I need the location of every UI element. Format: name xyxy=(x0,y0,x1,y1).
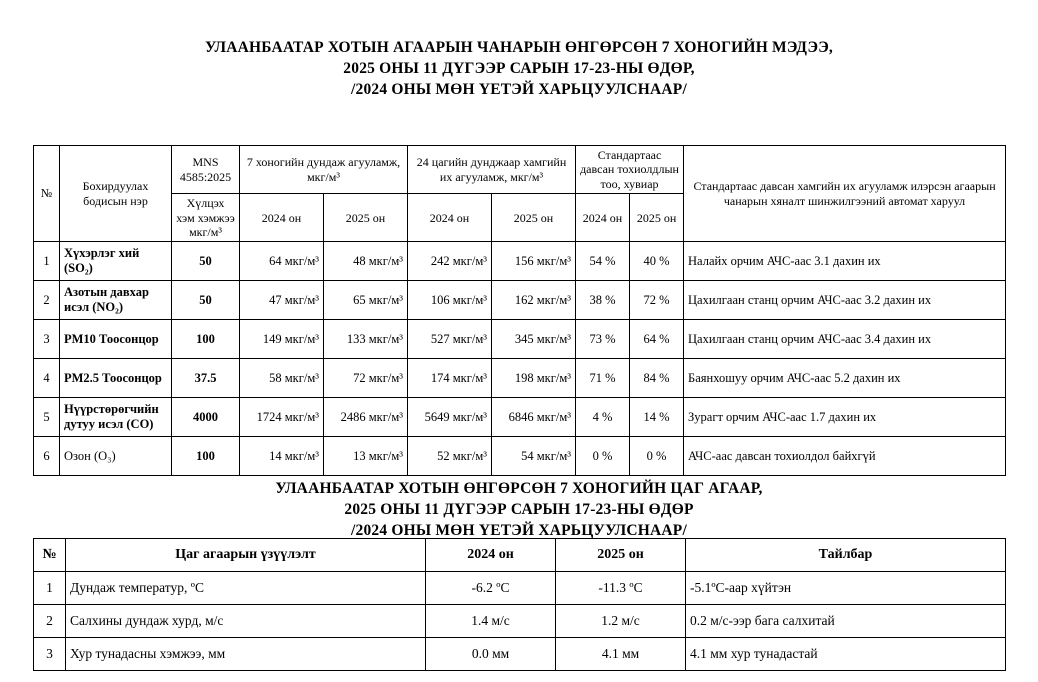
cell-station: Цахилгаан станц орчим АЧС-аас 3.2 дахин их xyxy=(684,281,1006,320)
cell-no: 5 xyxy=(34,398,60,437)
header-note: Тайлбар xyxy=(686,539,1006,572)
cell-2025: -11.3 ºC xyxy=(556,572,686,605)
cell-pollutant: Озон (O₃) xyxy=(60,437,172,476)
air-quality-table-wrapper xyxy=(33,145,1006,476)
header-2024: 2024 он xyxy=(426,539,556,572)
header-weekly-2024: 2024 он xyxy=(240,194,324,242)
cell-pollutant: Азотын давхар исэл (NO₂) xyxy=(60,281,172,320)
cell-2025: 4.1 мм xyxy=(556,638,686,671)
cell-weekly-2024: 47 мкг/м³ xyxy=(240,281,324,320)
cell-no: 3 xyxy=(34,638,66,671)
cell-2024: -6.2 ºC xyxy=(426,572,556,605)
cell-pollutant: PM2.5 Тоосонцор xyxy=(60,359,172,398)
cell-max-2025: 156 мкг/м³ xyxy=(492,242,576,281)
table-row xyxy=(34,320,1006,359)
cell-no: 4 xyxy=(34,359,60,398)
table-header-row-1 xyxy=(34,146,1006,194)
cell-exceed-2025: 72 % xyxy=(630,281,684,320)
cell-exceed-2025: 84 % xyxy=(630,359,684,398)
cell-weekly-2024: 58 мкг/м³ xyxy=(240,359,324,398)
cell-no: 3 xyxy=(34,320,60,359)
cell-standard: 100 xyxy=(172,320,240,359)
cell-exceed-2024: 0 % xyxy=(576,437,630,476)
header-max-24h: 24 цагийн дунджаар хамгийн их агууламж, мкг/м³ xyxy=(408,146,576,194)
report-title-weather xyxy=(0,479,1038,542)
cell-max-2025: 162 мкг/м³ xyxy=(492,281,576,320)
cell-weekly-2024: 64 мкг/м³ xyxy=(240,242,324,281)
table-row xyxy=(34,638,1006,671)
header-indicator: Цаг агаарын үзүүлэлт xyxy=(66,539,426,572)
header-no: № xyxy=(34,539,66,572)
title2-line3: /2024 ОНЫ МӨН ҮЕТЭЙ ХАРЬЦУУЛСНААР/ xyxy=(351,521,687,539)
cell-no: 1 xyxy=(34,242,60,281)
header-pollutant: Бохирдуулах бодисын нэр xyxy=(60,146,172,242)
cell-max-2024: 52 мкг/м³ xyxy=(408,437,492,476)
cell-station: Цахилгаан станц орчим АЧС-аас 3.4 дахин их xyxy=(684,320,1006,359)
title1-line3: /2024 ОНЫ МӨН ҮЕТЭЙ ХАРЬЦУУЛСНААР/ xyxy=(351,80,687,98)
cell-weekly-2024: 149 мкг/м³ xyxy=(240,320,324,359)
cell-pollutant: Хүхэрлэг хий (SO₂) xyxy=(60,242,172,281)
cell-indicator: Хур тунадасны хэмжээ, мм xyxy=(66,638,426,671)
header-standard: MNS 4585:2025 xyxy=(172,146,240,194)
cell-note: -5.1ºC-аар хүйтэн xyxy=(686,572,1006,605)
cell-2025: 1.2 м/с xyxy=(556,605,686,638)
cell-station: Зурагт орчим АЧС-аас 1.7 дахин их xyxy=(684,398,1006,437)
cell-max-2024: 242 мкг/м³ xyxy=(408,242,492,281)
title1-line2: 2025 ОНЫ 11 ДҮГЭЭР САРЫН 17-23-НЫ ӨДӨР, xyxy=(343,59,695,77)
cell-weekly-2025: 2486 мкг/м³ xyxy=(324,398,408,437)
cell-exceed-2024: 71 % xyxy=(576,359,630,398)
cell-station: АЧС-аас давсан тохиолдол байхгүй xyxy=(684,437,1006,476)
header-exceed-2024: 2024 он xyxy=(576,194,630,242)
title1-line1: УЛААНБААТАР ХОТЫН АГААРЫН ЧАНАРЫН ӨНГӨРСӨН 7 ХОНОГИЙН МЭДЭЭ, xyxy=(204,39,834,56)
cell-weekly-2025: 48 мкг/м³ xyxy=(324,242,408,281)
table-row xyxy=(34,281,1006,320)
title2-line1: УЛААНБААТАР ХОТЫН ӨНГӨРСӨН 7 ХОНОГИЙН ЦАГ АГААР, xyxy=(275,480,763,497)
table-row xyxy=(34,242,1006,281)
weather-table xyxy=(33,538,1006,671)
header-no: № xyxy=(34,146,60,242)
cell-standard: 50 xyxy=(172,242,240,281)
header-max-2025: 2025 он xyxy=(492,194,576,242)
cell-weekly-2024: 14 мкг/м³ xyxy=(240,437,324,476)
cell-weekly-2025: 65 мкг/м³ xyxy=(324,281,408,320)
table-row xyxy=(34,359,1006,398)
cell-exceed-2024: 54 % xyxy=(576,242,630,281)
document-page xyxy=(0,38,1038,682)
cell-indicator: Дундаж температур, ºC xyxy=(66,572,426,605)
cell-pollutant: PM10 Тоосонцор xyxy=(60,320,172,359)
cell-exceed-2024: 73 % xyxy=(576,320,630,359)
cell-exceed-2025: 64 % xyxy=(630,320,684,359)
cell-max-2024: 106 мкг/м³ xyxy=(408,281,492,320)
title2-line2: 2025 ОНЫ 11 ДҮГЭЭР САРЫН 17-23-НЫ ӨДӨР xyxy=(344,500,694,518)
cell-2024: 0.0 мм xyxy=(426,638,556,671)
header-max-2024: 2024 он xyxy=(408,194,492,242)
cell-exceed-2025: 14 % xyxy=(630,398,684,437)
cell-weekly-2025: 133 мкг/м³ xyxy=(324,320,408,359)
header-exceed-2025: 2025 он xyxy=(630,194,684,242)
cell-max-2025: 345 мкг/м³ xyxy=(492,320,576,359)
cell-indicator: Салхины дундаж хурд, м/с xyxy=(66,605,426,638)
cell-max-2024: 5649 мкг/м³ xyxy=(408,398,492,437)
weather-table-wrapper xyxy=(33,538,1006,671)
cell-standard: 50 xyxy=(172,281,240,320)
cell-max-2024: 527 мкг/м³ xyxy=(408,320,492,359)
header-standard-limit: Хүлцэх хэм хэмжээ мкг/м³ xyxy=(172,194,240,242)
cell-max-2025: 198 мкг/м³ xyxy=(492,359,576,398)
cell-note: 0.2 м/с-ээр бага салхитай xyxy=(686,605,1006,638)
cell-exceed-2025: 40 % xyxy=(630,242,684,281)
cell-note: 4.1 мм хур тунадастай xyxy=(686,638,1006,671)
cell-max-2024: 174 мкг/м³ xyxy=(408,359,492,398)
cell-max-2025: 54 мкг/м³ xyxy=(492,437,576,476)
header-exceedance: Стандартаас давсан тохиолдлын тоо, хувиар xyxy=(576,146,684,194)
cell-no: 2 xyxy=(34,281,60,320)
cell-max-2025: 6846 мкг/м³ xyxy=(492,398,576,437)
cell-station: Налайх орчим АЧС-аас 3.1 дахин их xyxy=(684,242,1006,281)
cell-standard: 4000 xyxy=(172,398,240,437)
air-quality-table xyxy=(33,145,1006,476)
table-row xyxy=(34,398,1006,437)
cell-weekly-2025: 13 мкг/м³ xyxy=(324,437,408,476)
table-row xyxy=(34,572,1006,605)
weather-header-row xyxy=(34,539,1006,572)
cell-no: 2 xyxy=(34,605,66,638)
cell-weekly-2024: 1724 мкг/м³ xyxy=(240,398,324,437)
header-2025: 2025 он xyxy=(556,539,686,572)
cell-no: 1 xyxy=(34,572,66,605)
header-station: Стандартаас давсан хамгийн их агууламж илэрсэн агаарын чанарын хяналт шинжилгээний автомат харуул xyxy=(684,146,1006,242)
table-row xyxy=(34,605,1006,638)
cell-station: Баянхошуу орчим АЧС-аас 5.2 дахин их xyxy=(684,359,1006,398)
cell-standard: 100 xyxy=(172,437,240,476)
report-title-air-quality xyxy=(0,38,1038,101)
header-weekly-2025: 2025 он xyxy=(324,194,408,242)
cell-pollutant: Нүүрстөрөгчийн дутуу исэл (CO) xyxy=(60,398,172,437)
cell-exceed-2025: 0 % xyxy=(630,437,684,476)
cell-standard: 37.5 xyxy=(172,359,240,398)
table-row xyxy=(34,437,1006,476)
cell-weekly-2025: 72 мкг/м³ xyxy=(324,359,408,398)
cell-exceed-2024: 38 % xyxy=(576,281,630,320)
cell-no: 6 xyxy=(34,437,60,476)
cell-2024: 1.4 м/с xyxy=(426,605,556,638)
header-weekly-average: 7 хоногийн дундаж агууламж, мкг/м³ xyxy=(240,146,408,194)
report-title-weather-wrapper xyxy=(0,479,1038,542)
cell-exceed-2024: 4 % xyxy=(576,398,630,437)
